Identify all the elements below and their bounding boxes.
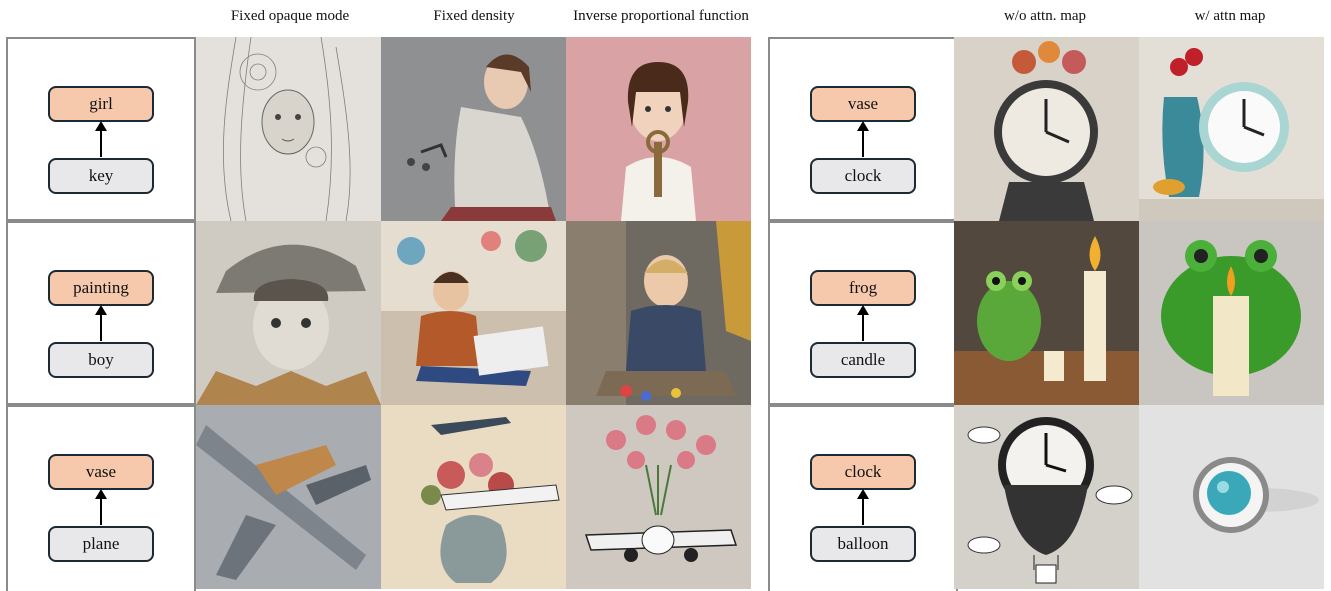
image-frog-candle-with-attn [1139, 221, 1324, 405]
image-vase-plane-opaque [196, 405, 381, 589]
up-arrow-icon [100, 491, 102, 525]
diagram-cell-girl-key [6, 37, 196, 221]
image-girl-key-opaque [196, 37, 381, 221]
image-vase-clock-with-attn [1139, 37, 1324, 221]
up-arrow-icon [100, 123, 102, 157]
up-arrow-icon [862, 307, 864, 341]
diagram-cell-vase-plane [6, 405, 196, 591]
concept-node-bottom: candle [810, 342, 916, 378]
image-painting-boy-opaque [196, 221, 381, 405]
concept-node-top: vase [48, 454, 154, 490]
diagram-cell-vase-clock [768, 37, 958, 221]
concept-node-top: vase [810, 86, 916, 122]
column-header-fixed-opaque-mode: Fixed opaque mode [230, 8, 350, 24]
concept-node-top: clock [810, 454, 916, 490]
image-vase-plane-density [381, 405, 566, 589]
concept-node-bottom: plane [48, 526, 154, 562]
diagram-cell-painting-boy [6, 221, 196, 405]
diagram-cell-frog-candle [768, 221, 958, 405]
up-arrow-icon [862, 491, 864, 525]
image-painting-boy-density [381, 221, 566, 405]
concept-node-bottom: boy [48, 342, 154, 378]
column-header-with-attn-map: w/ attn map [1194, 8, 1266, 24]
image-vase-plane-inverse [566, 405, 751, 589]
concept-node-bottom: balloon [810, 526, 916, 562]
column-header-inverse-proportional: Inverse proportional function [573, 8, 749, 24]
concept-node-top: frog [810, 270, 916, 306]
right-comparison-panel [768, 37, 1325, 589]
image-frog-candle-without-attn [954, 221, 1139, 405]
concept-node-bottom: clock [810, 158, 916, 194]
column-header-fixed-density: Fixed density [433, 8, 515, 24]
concept-node-top: painting [48, 270, 154, 306]
image-girl-key-inverse [566, 37, 751, 221]
concept-node-bottom: key [48, 158, 154, 194]
up-arrow-icon [862, 123, 864, 157]
left-comparison-panel [6, 37, 751, 589]
image-vase-clock-without-attn [954, 37, 1139, 221]
diagram-cell-clock-balloon [768, 405, 958, 591]
image-girl-key-density [381, 37, 566, 221]
up-arrow-icon [100, 307, 102, 341]
image-painting-boy-inverse [566, 221, 751, 405]
image-clock-balloon-with-attn [1139, 405, 1324, 589]
concept-node-top: girl [48, 86, 154, 122]
column-header-without-attn-map: w/o attn. map [1003, 8, 1087, 24]
image-clock-balloon-without-attn [954, 405, 1139, 589]
